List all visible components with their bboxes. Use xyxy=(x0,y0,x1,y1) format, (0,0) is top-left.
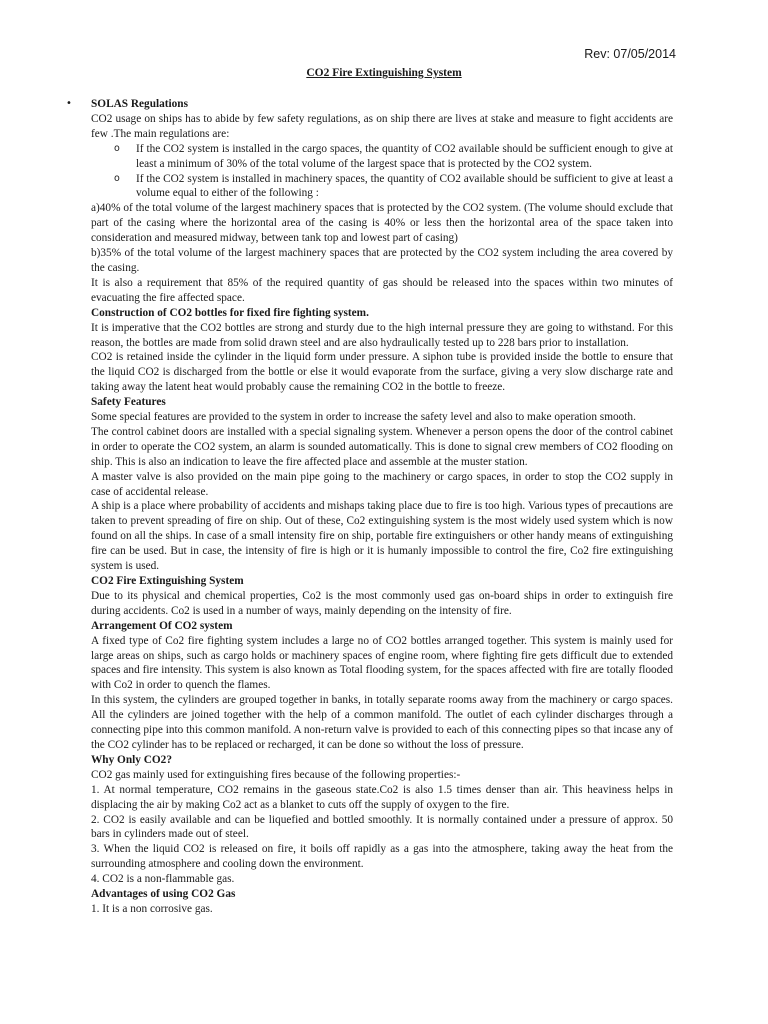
safety-para: A master valve is also provided on the main pipe going to the machinery or cargo spaces, in order to stop the CO2 supply in case of accidental release. xyxy=(91,470,673,498)
extinguishing-heading: CO2 Fire Extinguishing System xyxy=(91,575,244,587)
advantages-item: 1. It is a non corrosive gas. xyxy=(91,902,213,915)
why-item: 4. CO2 is a non-flammable gas. xyxy=(91,873,235,886)
solas-sub-item-text: If the CO2 system is installed in machinery spaces, the quantity of CO2 available should be sufficient to give at least a volume equal to either of the following : xyxy=(136,172,673,200)
safety-para: A ship is a place where probability of accidents and mishaps taking place due to fire is too high. Various types of precautions are taken to prevent spreading of fire on ship. Out of these, Co2 extinguishing system is the most widely used system which is now found on all the ships. In case of a small intensity fire on ship, portable fire extinguishers or other handy means of extinguishing fire can be used. But in case, the intensity of fire is high or it is humanly impossible to control the fire, Co2 fire extinguishing system is used. xyxy=(91,500,673,573)
arrangement-heading: Arrangement Of CO2 system xyxy=(91,619,233,632)
why-item: 2. CO2 is easily available and can be liquefied and bottled smoothly. It is normally contained under a pressure of approx. 50 bars in cylinders made out of steel. xyxy=(91,813,673,841)
document-body xyxy=(66,97,673,917)
solas-sub-item xyxy=(91,172,673,202)
solas-intro: CO2 usage on ships has to abide by few safety regulations, as on ship there are lives at stake and measure to fight accidents are few .The main regulations are: xyxy=(91,112,673,140)
solas-sub-item-text: If the CO2 system is installed in the cargo spaces, the quantity of CO2 available should be sufficient enough to give at least a minimum of 30% of the total volume of the largest space that is protected by the CO2 system. xyxy=(136,142,673,170)
solas-para-b: b)35% of the total volume of the largest machinery spaces that are protected by the CO2 system including the area covered by the casing. xyxy=(91,247,673,274)
construction-para: CO2 is retained inside the cylinder in the liquid form under pressure. A siphon tube is provided inside the bottle to ensure that the liquid CO2 is discharged from the bottle or else it would evaporate from the surface, giving a very slow discharge rate and taking away the latent heat would probably cause the remaining CO2 in the bottle to freeze. xyxy=(91,351,673,394)
arrangement-para: A fixed type of Co2 fire fighting system includes a large no of CO2 bottles arranged together. This system is mainly used for large areas on ships, such as cargo holds or machinery spaces of engine room, where fighting fire gets difficult due to extended spaces and fire intensity. This system is also known as Total flooding system, for the spaces affected with fire are totally flooded with Co2 in order to quench the flames. xyxy=(91,634,673,692)
why-heading: Why Only CO2? xyxy=(91,753,172,766)
advantages-heading: Advantages of using CO2 Gas xyxy=(91,888,236,901)
safety-para: Some special features are provided to the system in order to increase the safety level and also to make operation smooth. xyxy=(91,411,636,424)
safety-heading: Safety Features xyxy=(91,396,166,409)
solas-requirement: It is also a requirement that 85% of the required quantity of gas should be released into the spaces within two minutes of evacuating the fire affected space. xyxy=(91,276,673,304)
page-title: CO2 Fire Extinguishing System xyxy=(306,67,462,79)
solas-para-a: a)40% of the total volume of the largest machinery spaces that is protected by the CO2 system. (The volume should exclude that part of the casing where the horizontal area of the casing is 40% or less then the horizontal area of the space taken into consideration and measured midway, between tank top and lowest part of casing) xyxy=(91,202,673,245)
safety-para: The control cabinet doors are installed with a special signaling system. Whenever a person opens the door of the control cabinet in order to operate the CO2 system, an alarm is sounded automatically. This is done to signal crew members of CO2 flooding on ship. This is also an indication to leave the fire affected place and assemble at the muster station. xyxy=(91,425,673,468)
revision-date: Rev: 07/05/2014 xyxy=(584,47,676,61)
arrangement-para: In this system, the cylinders are grouped together in banks, in totally separate rooms away from the machinery or cargo spaces. All the cylinders are joined together with the help of a common manifold. The outlet of each cylinder discharges through a connecting pipe into this common manifold. A non-return valve is provided to each of this connecting pipes so that incase any of the CO2 cylinder has to be replaced or recharged, it can be done so without the loss of pressure. xyxy=(91,694,673,751)
why-item: 1. At normal temperature, CO2 remains in the gaseous state.Co2 is also 1.5 times denser than air. This heaviness helps in displacing the air by making Co2 act as a blanket to cuts off the supply of oxygen to the fire. xyxy=(91,783,673,811)
bullet-icon: • xyxy=(66,98,72,109)
why-intro: CO2 gas mainly used for extinguishing fires because of the following properties:- xyxy=(91,768,461,781)
extinguishing-para: Due to its physical and chemical properties, Co2 is the most commonly used gas on-board ships in order to extinguish fire during accidents. Co2 is used in a number of ways, mainly depending on the intensity of fire. xyxy=(91,589,673,617)
sub-bullet-icon: o xyxy=(114,142,120,154)
construction-heading: Construction of CO2 bottles for fixed fire fighting system. xyxy=(91,306,369,319)
sub-bullet-icon: o xyxy=(114,172,120,184)
construction-para: It is imperative that the CO2 bottles are strong and sturdy due to the high internal pressure they are going to withstand. For this reason, the bottles are made from solid drawn steel and are also hydraulically tested up to 228 bars prior to installation. xyxy=(91,321,673,349)
solas-heading: SOLAS Regulations xyxy=(91,98,188,110)
solas-sub-item xyxy=(91,142,673,172)
solas-heading-row xyxy=(66,97,673,112)
why-item: 3. When the liquid CO2 is released on fire, it boils off rapidly as a gas into the atmosphere, taking away the heat from the surrounding atmosphere and cooling down the environment. xyxy=(91,843,673,871)
